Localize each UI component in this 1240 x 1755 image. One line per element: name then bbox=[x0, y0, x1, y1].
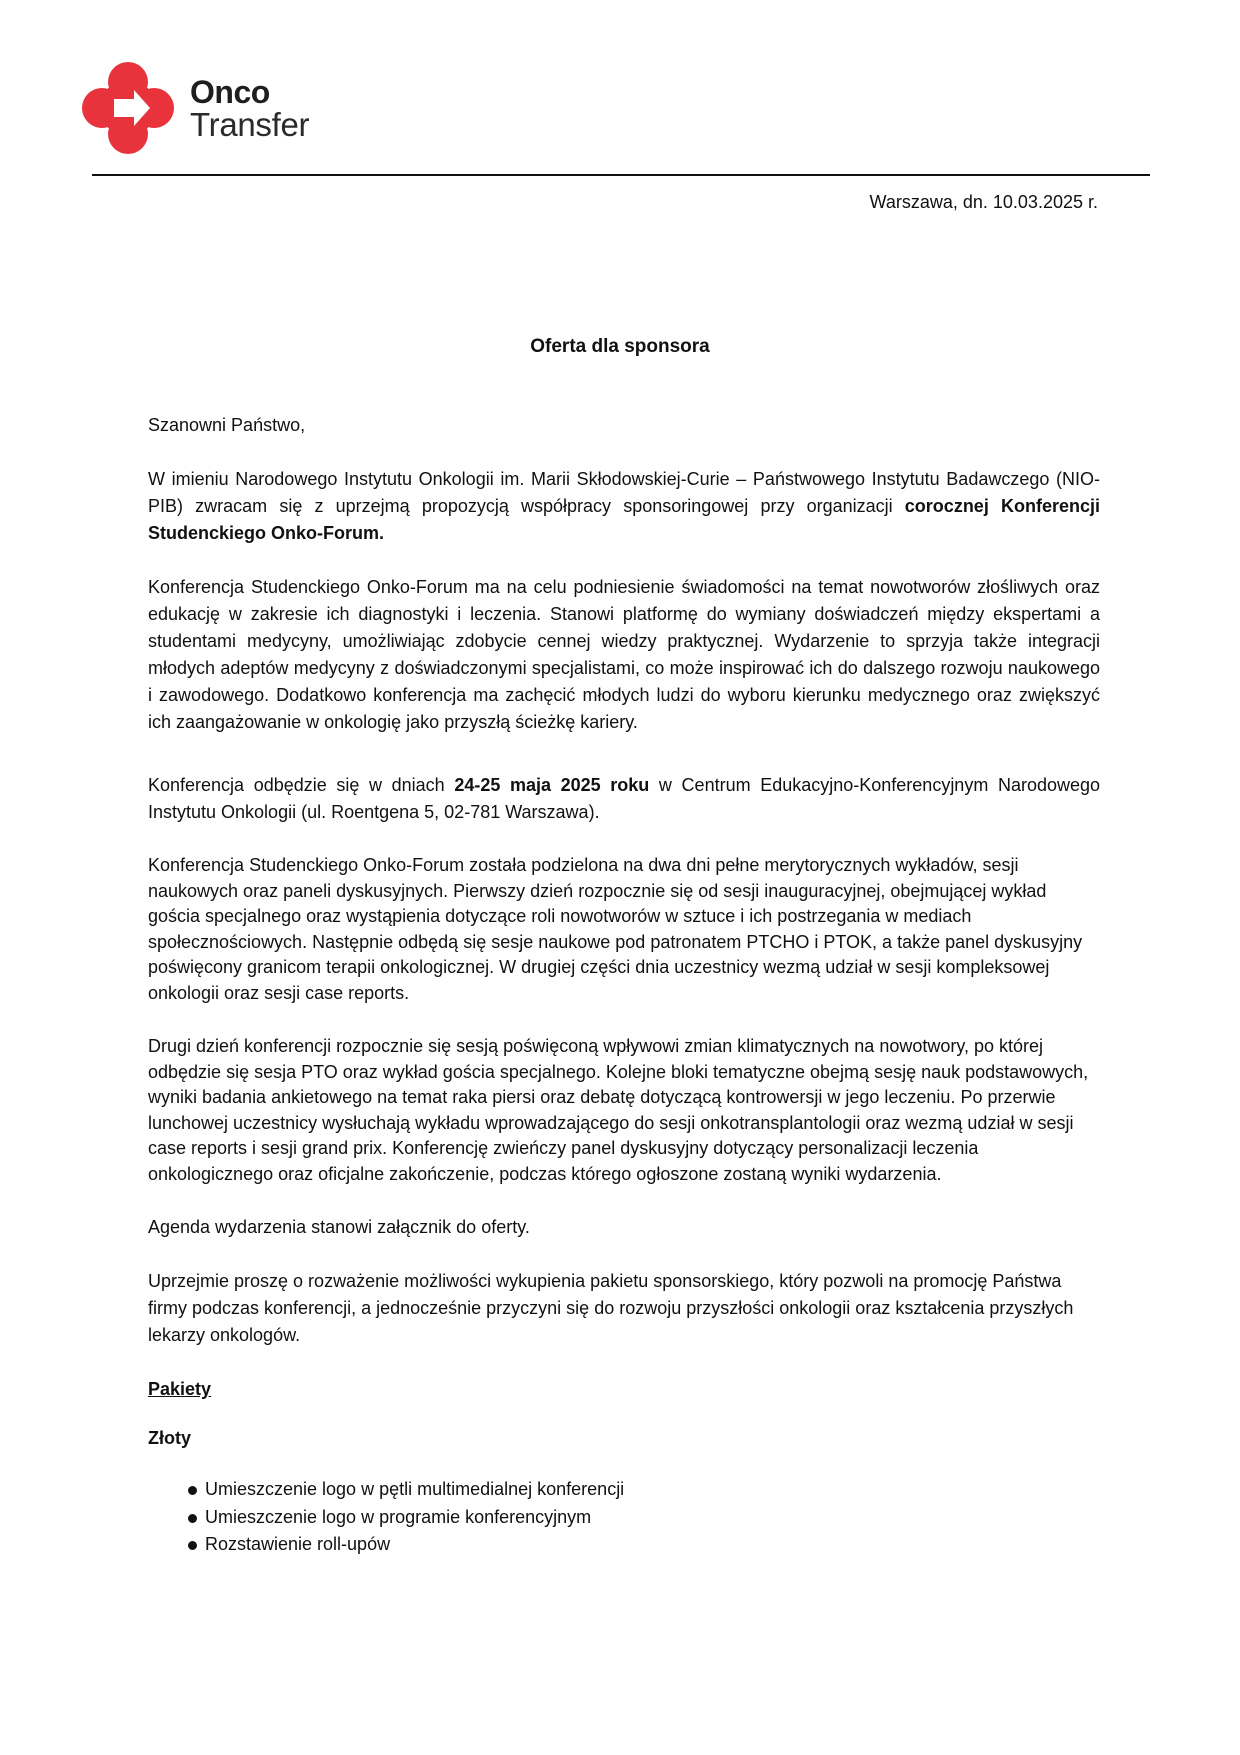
paragraph-conference-date bbox=[148, 772, 1100, 826]
header-divider bbox=[92, 174, 1150, 176]
introduction-text: W imieniu Narodowego Instytutu Onkologii im. Marii Skłodowskiej-Curie – Państwowego Instytutu Badawczego (NIO-PIB) zwracam się z uprzejmą propozycją współpracy sponsoringowej przy organizacji bbox=[148, 469, 1100, 516]
conference-name: corocznej Konferencji Studenckiego Onko-Forum. bbox=[148, 496, 1100, 543]
conference-dates: 24-25 maja 2025 roku bbox=[454, 775, 650, 795]
brand-name-onco: Onco bbox=[190, 74, 270, 110]
brand-name-transfer: Transfer bbox=[190, 106, 310, 143]
packages-heading: Pakiety bbox=[148, 1379, 212, 1399]
paragraph-agenda: Agenda wydarzenia stanowi załącznik do oferty. bbox=[148, 1217, 530, 1237]
list-item: Umieszczenie logo w programie konferencyjnym bbox=[148, 1504, 1100, 1532]
onco-transfer-cross-logo-icon bbox=[80, 60, 176, 156]
paragraph-introduction bbox=[148, 466, 1100, 547]
paragraph-day-two: Drugi dzień konferencji rozpocznie się sesją poświęconą wpływowi zmian klimatycznych na nowotwory, po której odbędzie się sesja PTO oraz wykład gościa specjalnego. Kolejne bloki tematyczne obejmą sesję nauk podstawowych, wyniki badania ankietowego na temat raka piersi oraz debatę dotyczącą kontrowersji w jego leczeniu. Po przerwie lunchowej uczestnicy wysłuchają wykładu wprowadzającego do sesji onkotransplantologii oraz wezmą udział w sesji case reports i sesji grand prix. Konferencję zwieńczy panel dyskusyjny dotyczący personalizacji leczenia onkologicznego oraz oficjalne zakończenie, podczas którego ogłoszone zostaną wyniki wydarzenia. bbox=[148, 1036, 1089, 1184]
letter-date: Warszawa, dn. 10.03.2025 r. bbox=[869, 192, 1098, 212]
paragraph-conference-goals: Konferencja Studenckiego Onko-Forum ma na celu podniesienie świadomości na temat nowotworów złośliwych oraz edukację w zakresie ich diagnostyki i leczenia. Stanowi platformę do wymiany doświadczeń między ekspertami a studentami medycyny, umożliwiając zdobycie cennej wiedzy praktycznej. Wydarzenie to sprzyja także integracji młodych adeptów medycyny z doświadczonymi specjalistami, co może inspirować ich do dalszego rozwoju naukowego i zawodowego. Dodatkowo konferencja ma zachęcić młodych ludzi do wyboru kierunku medycznego oraz zwiększyć ich zaangażowanie w onkologię jako przyszłą ścieżkę kariery. bbox=[148, 577, 1100, 732]
list-item: Umieszczenie logo w pętli multimedialnej konferencji bbox=[148, 1476, 1100, 1504]
paragraph-sponsorship-request: Uprzejmie proszę o rozważenie możliwości wykupienia pakietu sponsorskiego, który pozwoli na promocję Państwa firmy podczas konferencji, a jednocześnie przyczyni się do rozwoju przyszłości onkologii oraz kształcenia przyszłych lekarzy onkologów. bbox=[148, 1271, 1074, 1345]
list-item: Rozstawienie roll-upów bbox=[148, 1531, 1100, 1559]
date-text-after: w Centrum Edukacyjno-Konferencyjnym Narodowego Instytutu Onkologii (ul. Roentgena 5, 02-781 Warszawa). bbox=[148, 775, 1101, 822]
document-title: Oferta dla sponsora bbox=[530, 336, 710, 357]
date-text-before: Konferencja odbędzie się w dniach bbox=[148, 775, 455, 795]
package-items-list bbox=[148, 1476, 1100, 1559]
letter-body bbox=[148, 412, 1100, 1559]
paragraph-day-one: Konferencja Studenckiego Onko-Forum została podzielona na dwa dni pełne merytorycznych wykładów, sesji naukowych oraz paneli dyskusyjnych. Pierwszy dzień rozpocznie się od sesji inauguracyjnej, obejmującej wykład gościa specjalnego oraz wystąpienia dotyczące roli nowotworów w sztuce i ich postrzegania w mediach społecznościowych. Następnie odbędą się sesje naukowe pod patronatem PTCHO i PTOK, a także panel dyskusyjny poświęcony granicom terapii onkologicznej. W drugiej części dnia uczestnicy wezmą udział w sesji kompleksowej onkologii oraz sesji case reports. bbox=[148, 855, 1083, 1003]
greeting: Szanowni Państwo, bbox=[148, 415, 306, 435]
onco-transfer-logo bbox=[80, 60, 320, 156]
brand-name bbox=[190, 76, 309, 141]
package-name-gold: Złoty bbox=[148, 1428, 191, 1448]
